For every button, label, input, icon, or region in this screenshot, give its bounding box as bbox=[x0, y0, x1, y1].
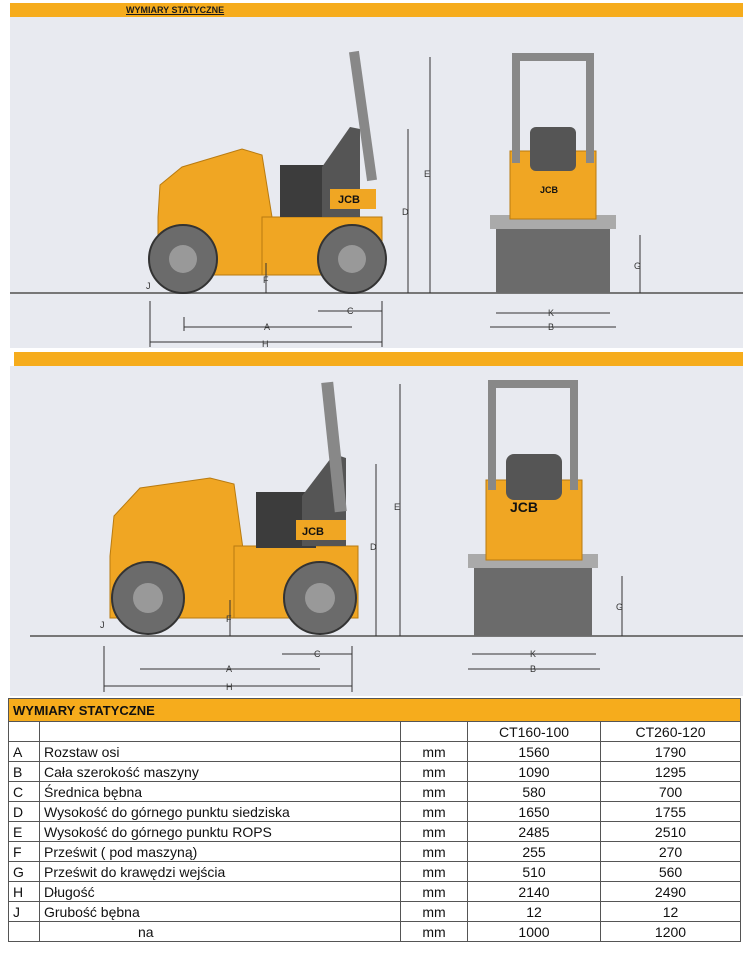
table-row: B Cała szerokość maszyny mm 1090 1295 bbox=[9, 762, 741, 782]
table-header-row bbox=[9, 722, 741, 742]
svg-text:H: H bbox=[262, 339, 269, 348]
table-row: D Wysokość do górnego punktu siedziska mm 1650 1755 bbox=[9, 802, 741, 822]
jcb-logo-side-2: JCB bbox=[302, 526, 325, 538]
svg-text:G: G bbox=[634, 261, 642, 271]
svg-text:B: B bbox=[530, 664, 537, 674]
roller-diagram-small bbox=[10, 17, 743, 348]
svg-text:F: F bbox=[226, 614, 232, 624]
jcb-logo-side-1: JCB bbox=[338, 194, 361, 206]
svg-text:A: A bbox=[226, 664, 233, 674]
svg-text:D: D bbox=[370, 542, 377, 552]
svg-text:H: H bbox=[226, 682, 233, 692]
top-accent-bar bbox=[10, 3, 743, 17]
diagram-panel-2 bbox=[10, 366, 743, 696]
svg-text:E: E bbox=[424, 169, 431, 179]
model-header-1: CT160-100 bbox=[468, 722, 601, 742]
table-row: E Wysokość do górnego punktu ROPS mm 2485 2510 bbox=[9, 822, 741, 842]
svg-text:G: G bbox=[616, 602, 624, 612]
table-title-row bbox=[9, 699, 741, 722]
svg-text:J: J bbox=[100, 620, 105, 630]
table-row: H Długość mm 2140 2490 bbox=[9, 882, 741, 902]
svg-text:F: F bbox=[263, 275, 269, 285]
section-header-label: WYMIARY STATYCZNE bbox=[126, 5, 225, 15]
table-row: G Prześwit do krawędzi wejścia mm 510 560 bbox=[9, 862, 741, 882]
svg-text:A: A bbox=[264, 322, 271, 332]
roller-diagram-large bbox=[10, 366, 743, 696]
svg-text:J: J bbox=[146, 281, 151, 291]
table-row: F Prześwit ( pod maszyną) mm 255 270 bbox=[9, 842, 741, 862]
spec-table bbox=[8, 698, 741, 942]
svg-text:E: E bbox=[394, 502, 401, 512]
table-row: J Grubość bębna mm 12 12 bbox=[9, 902, 741, 922]
diagram-panel-1 bbox=[10, 17, 743, 348]
svg-text:C: C bbox=[347, 306, 354, 316]
svg-text:K: K bbox=[530, 649, 537, 659]
mid-accent-bar bbox=[14, 352, 743, 366]
svg-text:K: K bbox=[548, 308, 555, 318]
svg-text:C: C bbox=[314, 649, 321, 659]
jcb-logo-front-2: JCB bbox=[510, 499, 539, 515]
table-title: WYMIARY STATYCZNE bbox=[9, 699, 741, 722]
model-header-2: CT260-120 bbox=[601, 722, 741, 742]
table-row: A Rozstaw osi mm 1560 1790 bbox=[9, 742, 741, 762]
svg-text:D: D bbox=[402, 207, 409, 217]
table-row: C Średnica bębna mm 580 700 bbox=[9, 782, 741, 802]
table-row: na mm 1000 1200 bbox=[9, 922, 741, 942]
svg-text:B: B bbox=[548, 322, 555, 332]
jcb-logo-front-1: JCB bbox=[540, 185, 559, 195]
